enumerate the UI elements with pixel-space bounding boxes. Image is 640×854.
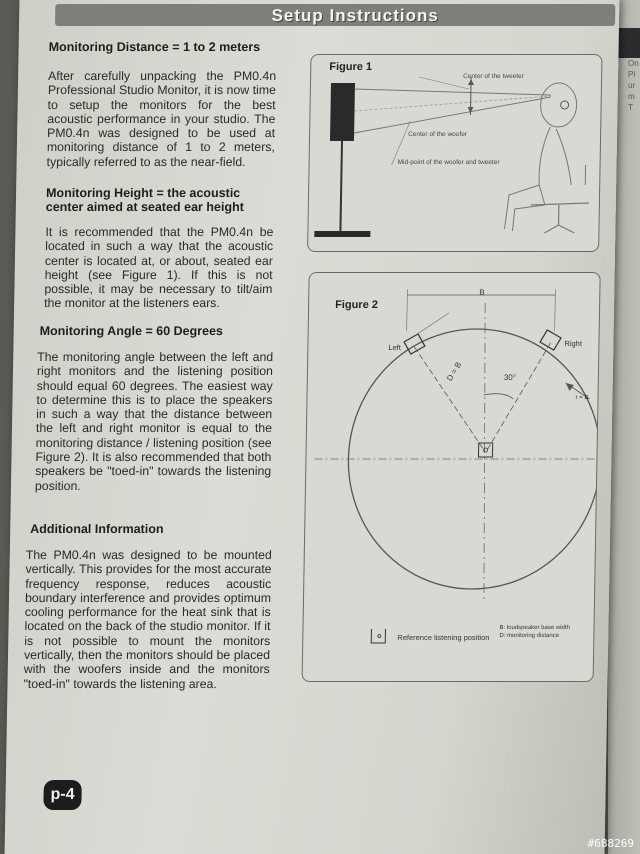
listener-body: [539, 127, 573, 205]
woofer-label: Center of the woofer: [408, 131, 468, 138]
heading-monitoring-distance: Monitoring Distance = 1 to 2 meters: [48, 40, 261, 54]
figure-2-box: [302, 272, 601, 682]
right-speaker-icon: [540, 330, 561, 350]
vertical-axis: [480, 303, 489, 603]
adjacent-page-text: On Pl ur m T: [628, 59, 639, 112]
right-path-line: [487, 343, 551, 451]
figure-2-drawing: [303, 273, 600, 681]
legend-b: B: loudspeaker base width: [499, 625, 570, 631]
watermark: #688269: [587, 837, 634, 850]
listener-legs: [504, 185, 545, 231]
listener-head: [540, 83, 577, 127]
heading-additional-information: Additional Information: [30, 522, 164, 536]
right-speaker-label: Right: [564, 339, 583, 348]
figure-2-label: Figure 2: [335, 299, 379, 311]
para-additional-information: The PM0.4n was designed to be mounted vertically. This provides for the most accurate frequency response, reduces acoustic boundary interference and provides optimum cooling performance for the heat sink that is located on the back of the studio monitor. If it is not possible to mount the monitors vertically, then the monitors should be placed with the woofers inside and the monitors "toed-in" towards the listening area.: [23, 548, 272, 691]
speaker-stand: [340, 141, 342, 231]
figure-1-box: [307, 54, 602, 252]
page-title: Setup Instructions: [271, 6, 439, 25]
figure-1-label: Figure 1: [329, 61, 373, 73]
angle-arc: [483, 394, 513, 399]
b-label: B: [479, 288, 485, 297]
page-number: p-4: [43, 780, 82, 810]
heading-monitoring-angle: Monitoring Angle = 60 Degrees: [39, 324, 224, 338]
heading-monitoring-height: Monitoring Height = the acoustic center aimed at seated ear height: [45, 186, 244, 214]
reference-icon: [371, 629, 385, 643]
document-page: [5, 0, 620, 854]
para-monitoring-distance: After carefully unpacking the PM0.4n Professional Studio Monitor, it is now time to setup the monitors for the best acoustic performance in your studio. The PM0.4n was designed to be used at monitoring distance of 1 to 2 meters, typically referred to as the near-field.: [46, 69, 277, 169]
stand-base: [314, 231, 370, 237]
radius-label: r = B: [575, 395, 589, 401]
header-banner: [55, 4, 615, 26]
reference-label: Reference listening position: [397, 633, 490, 642]
midpoint-label: Mid-point of the woofer and tweeter: [397, 159, 500, 166]
angle-label: 30°: [503, 373, 517, 382]
listener-ear: [561, 101, 569, 109]
tweeter-line: [355, 89, 551, 95]
d-equals-b-label: D = B: [445, 360, 464, 383]
left-speaker-label: Left: [388, 343, 401, 352]
midpoint-line: [355, 96, 551, 111]
tweeter-label: Center of the tweeter: [463, 73, 524, 80]
figure-1-drawing: [308, 55, 601, 251]
para-monitoring-height: It is recommended that the PM0.4n be located in such a way that the acoustic center is located at, or about, seated ear height (see Figure 1). If this is not possible, it may be necessary to tilt/aim the monitor at the listeners ears.: [44, 225, 274, 311]
para-monitoring-angle: The monitoring angle between the left and right monitors and the listening position should equal 60 degrees. The easiest way to determine this is to place the speakers in such a way that the distance between the left and right monitor is equal to the monitoring distance / listening position (see Figure 2). It is also recommended that both speakers be "toed-in" towards the listening position.: [34, 350, 274, 493]
legend-d: D: monitoring distance: [499, 633, 560, 639]
speaker-monitor-shape: [330, 83, 355, 141]
chair: [530, 203, 589, 233]
woofer-line: [354, 97, 551, 133]
left-path-line: [413, 347, 487, 451]
